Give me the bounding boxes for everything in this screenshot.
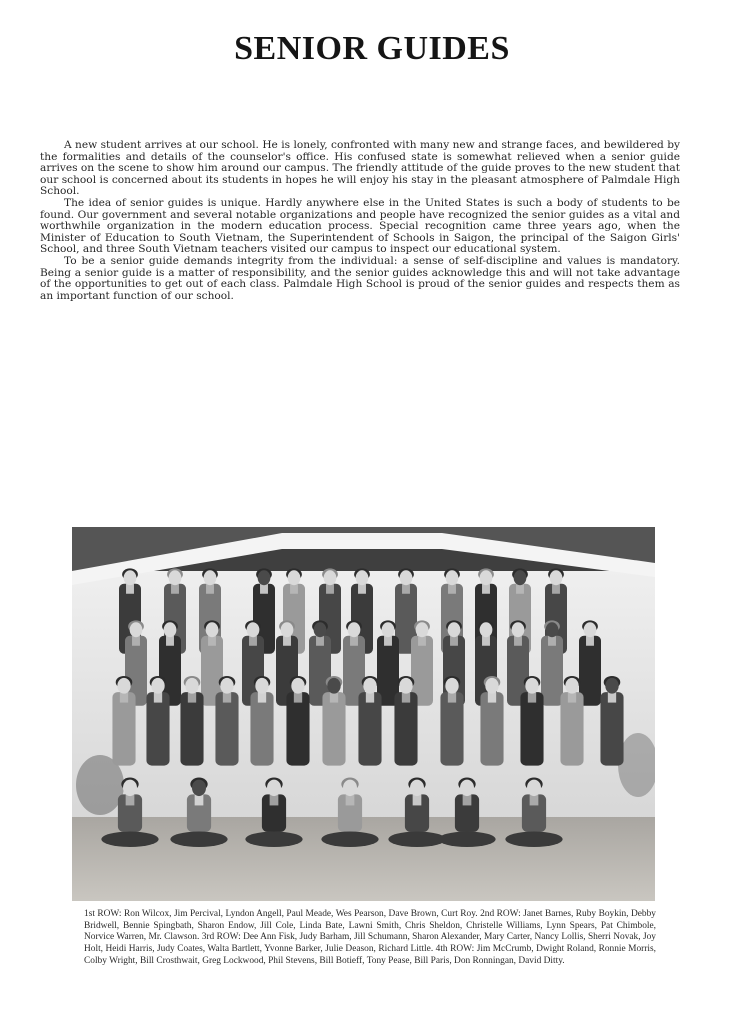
ground [72, 817, 655, 901]
photo-caption: 1st ROW: Ron Wilcox, Jim Percival, Lyndon Angell, Paul Meade, Wes Pearson, Dave Brown, Curt Roy. 2nd ROW: Janet Barnes, Ruby Boykin, Debby Bridwell, Bennie Spingbath, Sharon Endow, Jill Cole, Linda Bate, Lawni Smith, Chris Sheldon, Christelle Williams, Lynn Spears, Pat Chimbole, Norvice Warren, Mr. Clawson. 3rd ROW: Dee Ann Fisk, Judy Barham, Jill Schumann, Sharon Alexander, Mary Carter, Nancy Lollis, Sherri Novak, Joy Holt, Heidi Harris, Judy Coates, Walta Bartlett, Yvonne Barker, Julie Deason, Richard Little. 4th ROW: Jim McCrumb, Dwight Roland, Ronnie Morris, Colby Wright, Bill Crosthwait, Greg Lockwood, Phil Stevens, Bill Botieff, Tony Pease, Bill Paris, Don Ronningan, David Ditty. [84, 909, 656, 966]
group-photo-illustration [72, 527, 655, 901]
paragraph-3: To be a senior guide demands integrity from the individual: a sense of self-discipline and values is mandatory. Being a senior guide is a matter of responsibility, and the senior guides acknowledge this and will not take advantage of the opportunities to get out of each class. Palmdale High School is proud of the senior guides and respects them as an important function of our school. [40, 254, 680, 302]
paragraph-1: A new student arrives at our school. He is lonely, confronted with many new and strange faces, and bewildered by the formalities and details of the counselor's office. His confused state is somewhat relieved when a senior guide arrives on the scene to show him around our campus. The friendly attitude of the guide proves to the new student that our school is concerned about its students in hopes he will enjoy his stay in the pleasant atmosphere of Palmdale High School. [40, 139, 680, 198]
group-photo [72, 527, 655, 901]
article-body [40, 140, 680, 302]
paragraph-2: The idea of senior guides is unique. Hardly anywhere else in the United States is such a body of students to be found. Our government and several notable organizations and people have recognized the senior guides as a vital and worthwhile organization in the modern education process. Special recognition came three years ago, when the Minister of Education to South Vietnam, the Superintendent of Schools in Saigon, the principal of the Saigon Girls' School, and three South Vietnam teachers visited our campus to inspect our educational system. [40, 196, 680, 256]
page-title: SENIOR GUIDES [234, 30, 510, 67]
